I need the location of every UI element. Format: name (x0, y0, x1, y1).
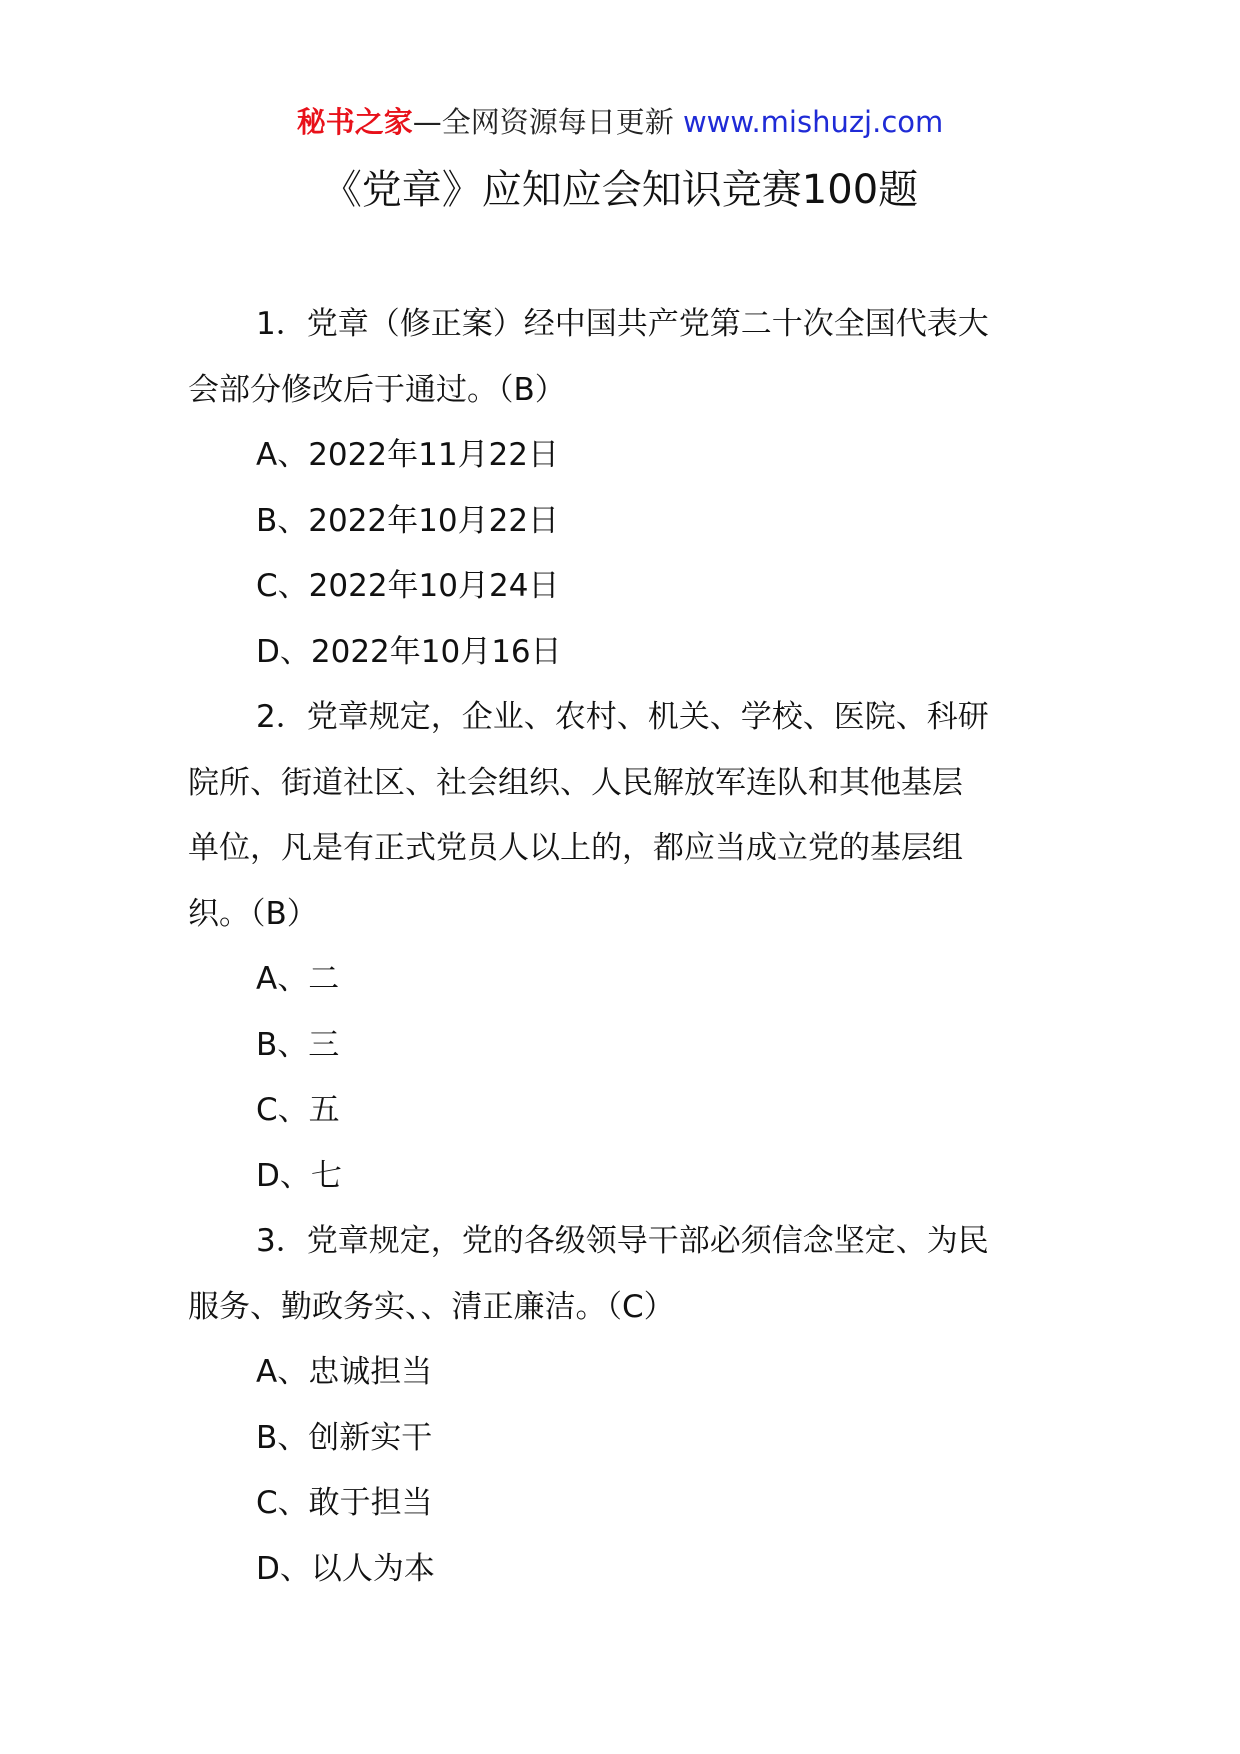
option-c: C、五 (256, 1092, 340, 1128)
question-stem-line: 3．党章规定，党的各级领导干部必须信念坚定、为民 (256, 1223, 989, 1259)
option-c: C、敢于担当 (256, 1485, 433, 1521)
question-stem-line: 1．党章（修正案）经中国共产党第二十次全国代表大 (256, 306, 989, 342)
option-b: B、三 (256, 1026, 340, 1063)
option-c: C、2022年10月24日 (256, 568, 560, 604)
site-url-link[interactable]: www.mishuzj.com (682, 105, 944, 139)
question-stem-line: 2．党章规定，企业、农村、机关、学校、医院、科研 (256, 699, 989, 735)
option-b: B、2022年10月22日 (256, 502, 560, 539)
document-title: 《党章》应知应会知识竞赛100题 (321, 167, 919, 213)
question-3 (188, 1209, 1054, 1602)
question-stem-line: 服务、勤政务实、、清正廉洁。（C） (188, 1288, 675, 1325)
question-1 (188, 292, 1054, 685)
site-header (0, 100, 1240, 144)
question-list (188, 292, 1054, 1602)
option-b: B、创新实干 (256, 1419, 433, 1456)
question-stem-line: 单位，凡是有正式党员人以上的，都应当成立党的基层组 (188, 830, 963, 866)
option-d: D、2022年10月16日 (256, 633, 562, 670)
option-d: D、以人为本 (256, 1550, 435, 1587)
header-tagline: —全网资源每日更新 (412, 105, 674, 139)
option-a: A、二 (256, 961, 340, 997)
question-2 (188, 685, 1054, 1209)
question-stem-line: 织。（B） (188, 895, 318, 932)
option-a: A、忠诚担当 (256, 1354, 433, 1390)
option-d: D、七 (256, 1157, 342, 1194)
option-a: A、2022年11月22日 (256, 437, 559, 473)
question-stem-line: 会部分修改后于通过。（B） (188, 371, 566, 408)
question-stem-line: 院所、街道社区、社会组织、人民解放军连队和其他基层 (188, 764, 963, 801)
brand-name: 秘书之家 (296, 105, 413, 139)
